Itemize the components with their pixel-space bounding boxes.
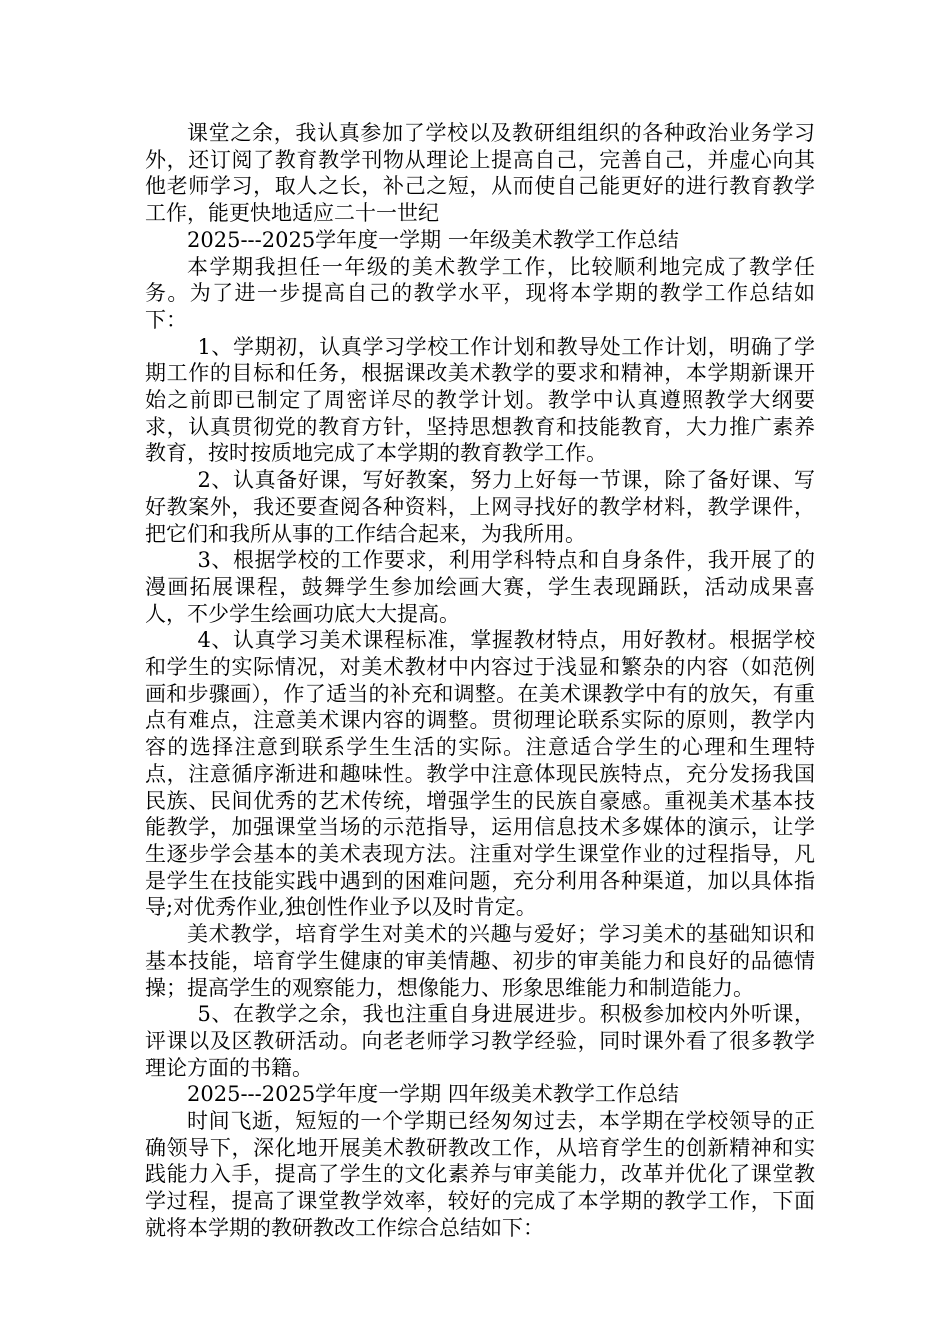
paragraph-item-2: 2、认真备好课，写好教案，努力上好每一节课，除了备好课、写好教案外，我还要查阅各种资料，上网寻找好的教学材料，教学课件，把它们和我所从事的工作结合起来，为我所用。 — [145, 468, 815, 546]
paragraph-item-5: 5、在教学之余，我也注重自身进展进步。积极参加校内外听课，评课以及区教研活动。向老老师学习教学经验，同时课外看了很多教学理论方面的书籍。 — [145, 1002, 815, 1080]
document-page — [145, 120, 815, 1242]
paragraph-item-1: 1、学期初，认真学习学校工作计划和教导处工作计划，明确了学期工作的目标和任务，根据课改美术教学的要求和精神，本学期新课开始之前即已制定了周密详尽的教学计划。教学中认真遵照教学大纲要求，认真贯彻党的教育方针，坚持思想教育和技能教育，大力推广素养教育，按时按质地完成了本学期的教育教学工作。 — [145, 334, 815, 466]
paragraph-grade-four-summary: 时间飞逝，短短的一个学期已经匆匆过去，本学期在学校领导的正确领导下，深化地开展美术教研教改工作，从培育学生的创新精神和实践能力入手，提高了学生的文化素养与审美能力，改革并优化了课堂教学过程，提高了课堂教学效率，较好的完成了本学期的教学工作，下面就将本学期的教研教改工作综合总结如下： — [145, 1109, 815, 1240]
paragraph-item-3: 3、根据学校的工作要求，利用学科特点和自身条件，我开展了的漫画拓展课程，鼓舞学生参加绘画大赛，学生表现踊跃，活动成果喜人，不少学生绘画功底大大提高。 — [145, 548, 815, 626]
paragraph-item-4: 4、认真学习美术课程标准，掌握教材特点，用好教材。根据学校和学生的实际情况，对美术教材中内容过于浅显和繁杂的内容（如范例画和步骤画），作了适当的补充和调整。在美术课教学中有的放矢，有重点有难点，注意美术课内容的调整。贯彻理论联系实际的原则，教学内容的选择注意到联系学生生活的实际。注意适合学生的心理和生理特点，注意循序渐进和趣味性。教学中注意体现民族特点，充分发扬我国民族、民间优秀的艺术传统，增强学生的民族自豪感。重视美术基本技能教学，加强课堂当场的示范指导，运用信息技术多媒体的演示，让学生逐步学会基本的美术表现方法。注重对学生课堂作业的过程指导，凡是学生在技能实践中遇到的困难问题，充分利用各种渠道，加以具体指导;对优秀作业,独创性作业予以及时肯定。 — [145, 628, 815, 920]
section-heading-grade-one: 2025---2025学年度一学期 一年级美术教学工作总结 — [187, 227, 679, 252]
section-heading-grade-four: 2025---2025学年度一学期 四年级美术教学工作总结 — [187, 1082, 679, 1107]
paragraph-intro: 课堂之余，我认真参加了学校以及教研组组织的各种政治业务学习外，还订阅了教育教学刊物从理论上提高自己，完善自己，并虚心向其他老师学习，取人之长，补己之短，从而使自己能更好的进行教育教学工作，能更快地适应二十一世纪 — [145, 121, 815, 226]
paragraph-grade-one-summary: 本学期我担任一年级的美术教学工作，比较顺利地完成了教学任务。为了进一步提高自己的教学水平，现将本学期的教学工作总结如下： — [145, 254, 815, 332]
paragraph-art-teaching: 美术教学，培育学生对美术的兴趣与爱好；学习美术的基础知识和基本技能，培育学生健康的审美情趣、初步的审美能力和良好的品德情操；提高学生的观察能力，想像能力、形象思维能力和制造能力。 — [145, 922, 815, 1000]
